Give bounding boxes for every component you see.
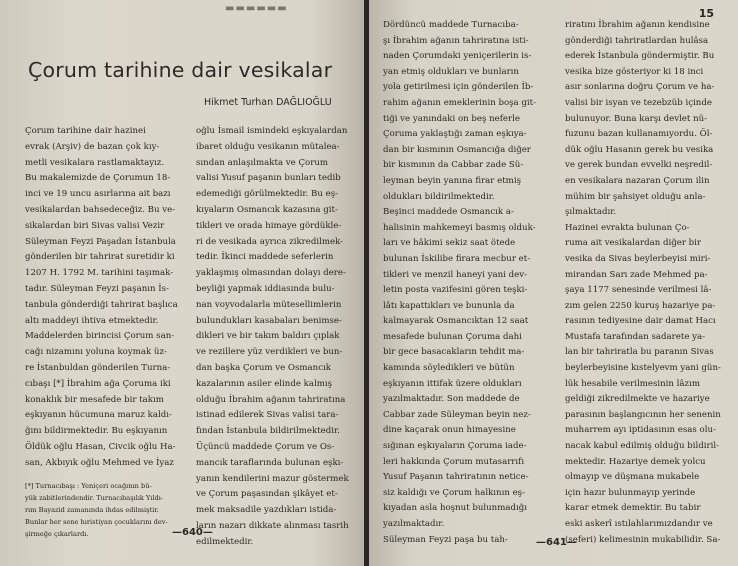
text-line: ruma ait vesikalardan diğer bir — [565, 238, 702, 249]
text-line: zım gelen 2250 kuruş hazariye pa- — [565, 300, 716, 311]
text-line: dan bir kısmının Osmancığa diğer — [383, 144, 531, 155]
text-line: naden Çorumdaki yeniçerilerin is- — [383, 51, 532, 62]
text-line: mesafede bulunan Çoruma dahi — [383, 331, 522, 342]
text-line: Çoruma yaklaştığı zaman eşkıya- — [383, 129, 527, 140]
text-line: valisi Yusuf paşanın bunları tedib — [196, 173, 341, 184]
text-line: riratını İbrahim ağanın kendisine — [565, 20, 710, 30]
text-line: tedir. İkinci maddede seferlerin — [196, 252, 334, 263]
text-line: yola getirilmesi için gönderilen İb- — [383, 82, 534, 93]
text-line: eşkıyanın hücumuna maruz kaldı- — [25, 410, 172, 421]
text-line: muharrem ayı iptidasının esas olu- — [565, 425, 716, 436]
text-line: (seferi) kelimesinin mukabilidir. Sa- — [565, 534, 721, 545]
text-line: ve Çorum paşasından şikâyet et- — [196, 489, 338, 500]
text-line: şı İbrahim ağanın tahriratına isti- — [383, 35, 529, 46]
text-line: oğlu İsmail ismindeki eşkıyalardan — [196, 126, 348, 136]
text-line: şaya 1177 senesinde verilmesi lâ- — [565, 285, 712, 296]
text-line: lâtı kapattıkları ve bununla da — [383, 300, 515, 311]
text-line: mek maksadile yazdıkları istida- — [196, 505, 337, 516]
text-line: inci ve 19 uncu asırlarına ait bazı — [25, 189, 171, 200]
left-page — [0, 0, 366, 566]
text-line: şılmaktadır. — [565, 207, 617, 218]
text-line: lük hesabile verilmesinin lâzım — [565, 378, 700, 389]
text-line: ların nazarı dikkate alınması tasrih — [196, 520, 349, 531]
right-page — [369, 0, 738, 566]
text-line: leri hakkında Çorum mutasarrıfı — [383, 456, 525, 467]
text-line: dük oğlu Hasanın gerek bu vesika — [565, 144, 714, 155]
text-line: fuzunu bazan kullanamıyordu. Öl- — [565, 129, 713, 140]
page-number: —641— — [536, 537, 577, 548]
text-line: tikleri ve orada himaye gördükle- — [196, 220, 342, 231]
text-line: rahim ağanın emeklerinin boşa git- — [383, 97, 537, 108]
text-line: kalmayarak Osmancıktan 12 saat — [383, 316, 529, 327]
text-line: Beşinci maddede Osmancık a- — [383, 207, 514, 218]
text-line: eşkıyanın ittifak üzere oldukları — [383, 378, 522, 389]
text-line: parasının başlangıcının her senenin — [565, 409, 721, 420]
text-line: Yusuf Paşanın tahriratının netice- — [383, 472, 529, 483]
text-line: evrak (Arşiv) de bazan çok kıy- — [25, 141, 160, 152]
text-line: asır sonlarına doğru Çorum ve ha- — [565, 82, 715, 93]
text-line: Üçüncü maddede Çorum ve Os- — [196, 441, 335, 452]
left-page-column-1 — [25, 124, 178, 472]
text-line: ğını bildirmektedir. Bu eşkıyanın — [25, 426, 168, 437]
text-line: bulunan İskilibe firara mecbur et- — [383, 253, 531, 264]
text-line: istinad edilerek Sivas valisi tara- — [196, 410, 339, 421]
text-line: letin posta vazifesini gören teşki- — [383, 285, 528, 296]
text-line: ri de vesikada ayrıca zikredilmek- — [196, 236, 344, 247]
text-line: konaklık bir mesafede bir takım — [25, 394, 164, 405]
left-page-column-2 — [196, 124, 349, 551]
text-line: vesika da Sivas beylerbeyisi miri- — [565, 253, 711, 264]
text-line: kıyaların Osmancık kazasına git- — [196, 204, 338, 215]
text-line: nan voyvodalarla mütesellimlerin — [196, 299, 342, 310]
text-line: geldiği zikredilmekte ve hazariye — [565, 394, 710, 405]
text-line: 1207 H. 1792 M. tarihini taşımak- — [25, 268, 174, 279]
text-line: ları ve hâkimi sekiz saat ötede — [383, 238, 516, 249]
text-line: yan etmiş oldukları ve bunların — [383, 66, 519, 77]
text-line: mancık taraflarında bulunan eşkı- — [196, 457, 344, 468]
text-line: metli vesikalara rastlamaktayız. — [25, 157, 165, 168]
text-line: fından İstanbula bildirilmektedir. — [196, 426, 340, 437]
text-line: nacak kabul edilmiş olduğu bildiril- — [565, 441, 719, 452]
text-line: bir kısmının da Cabbar zade Sü- — [383, 160, 524, 171]
text-line: tanbula gönderdiği tahrirat başlıca — [25, 299, 178, 310]
footnote-line: şirmeğe çıkarlardı. — [25, 530, 89, 538]
running-head-faded: ▬▬▬▬▬▬ — [225, 3, 288, 14]
text-line: edilmektedir. — [196, 536, 254, 547]
text-line: mirandan Sarı zade Mehmed pa- — [565, 269, 708, 280]
text-line: eski askerî ıstılahlarımızdandır ve — [565, 519, 713, 529]
text-line: Cabbar zade Süleyman beyin nez- — [383, 409, 531, 420]
text-line: gönderdiği tahriratlardan hulâsa — [565, 35, 709, 46]
text-line: Dördüncü maddede Turnacıba- — [383, 20, 519, 30]
text-line: halisinin mahkemeyi basmış olduk- — [383, 222, 536, 233]
text-line: beyliği yapmak iddiasında bulu- — [196, 283, 335, 294]
right-page-column-1 — [383, 18, 536, 548]
text-line: cağı nizamını yoluna koymak üz- — [25, 347, 167, 358]
text-line: kamında söyledikleri ve bütün — [383, 363, 515, 374]
text-line: Mustafa tarafından sadarete ya- — [565, 331, 706, 342]
text-line: olmayıp ve düşmana mukabele — [565, 472, 700, 483]
text-line: siz kaldığı ve Çorum halkının eş- — [383, 487, 525, 498]
text-line: ve gerek bundan evvelki neşredil- — [565, 160, 713, 171]
text-line: Çorum tarihine dair hazinei — [25, 126, 146, 136]
text-line: cıbaşı [*] İbrahim ağa Çoruma iki — [25, 378, 171, 389]
footnote-line: Bunlar her sene hıristiyan çocuklarını dev- — [25, 518, 168, 526]
page-number: —640— — [172, 527, 213, 538]
text-line: karar etmek demektir. Bu tabir — [565, 503, 701, 514]
text-line: altı maddeyi ihtiva etmektedir. — [25, 315, 159, 326]
text-line: en vesikalara nazaran Çorum ilin — [565, 175, 710, 186]
text-line: san, Akbıyık oğlu Mehmed ve İyaz — [25, 457, 174, 468]
text-line: sından anlaşılmakta ve Çorum — [196, 157, 329, 168]
text-line: tiği ve yanındaki on beş neferle — [383, 113, 520, 124]
article-title: Çorum tarihine dair vesikalar — [28, 58, 333, 82]
text-line: lan bir tahriratla bu paranın Sivas — [565, 347, 714, 358]
text-line: tikleri ve menzil haneyi yani dev- — [383, 269, 527, 280]
text-line: tadır. Süleyman Feyzi paşanın İs- — [25, 283, 169, 294]
text-line: dikleri ve bir takım baldırı çıplak — [196, 331, 340, 342]
text-line: beylerbeyisine kıstelyevm yani gün- — [565, 363, 721, 374]
text-line: Bu makalemizde de Çorumun 18- — [25, 173, 171, 184]
footnote-line: yük zabitlerindendir. Turnacıbaşılık Yıldı- — [25, 494, 164, 502]
text-line: gönderilen bir tahrirat suretidir ki — [25, 252, 175, 263]
text-line: yazılmaktadır. — [383, 519, 445, 529]
text-line: edemediği görülmektedir. Bu eş- — [196, 189, 339, 200]
text-line: mühim bir şahsiyet olduğu anla- — [565, 191, 706, 202]
text-line: rasının tediyesine dair damat Hacı — [565, 316, 716, 327]
text-line: oldukları bildirilmektedir. — [383, 191, 495, 202]
text-line: sığınan eşkıyaların Çoruma iade- — [383, 441, 527, 452]
text-line: leyman beyin yanına firar etmiş — [383, 175, 521, 186]
text-line: yanın kendilerini mazur göstermek — [196, 473, 349, 484]
text-line: ederek İstanbula göndermiştir. Bu — [565, 51, 715, 62]
text-line: olduğu İbrahim ağanın tahriratına — [196, 394, 346, 405]
text-line: Hazinei evrakta bulunan Ço- — [565, 222, 690, 233]
text-line: re İstanbuldan gönderilen Turna- — [25, 362, 171, 373]
footnote-line: [*] Turnacıbaşı : Yeniçeri ocağının bü- — [25, 482, 152, 490]
article-author: Hikmet Turhan DAĞLIOĞLU — [204, 97, 332, 108]
text-line: bulundukları kasabaları benimse- — [196, 315, 342, 326]
text-line: valisi bir isyan ve tezebzüb içinde — [565, 97, 712, 108]
footnote — [25, 480, 168, 540]
text-line: kazalarının asiler elinde kalmış — [196, 378, 333, 389]
text-line: sikalardan biri Sivas valisi Vezir — [25, 220, 165, 231]
text-line: mektedir. Hazariye demek yolcu — [565, 456, 706, 467]
text-line: yaklaşmış olmasından dolayı dere- — [196, 268, 346, 279]
text-line: kıyadan asla hoşnut bulunmadığı — [383, 503, 527, 514]
text-line: Maddelerden birincisi Çorum san- — [25, 331, 175, 342]
text-line: yazılmaktadır. Son maddede de — [383, 394, 520, 405]
text-line: bir gece basacakların tehdit ma- — [383, 347, 525, 358]
text-line: ve rezillere yüz verdikleri ve bun- — [196, 347, 343, 358]
right-page-column-2 — [565, 18, 721, 548]
text-line: dine kaçarak onun himayesine — [383, 425, 516, 436]
text-line: bulunuyor. Buna karşı devlet nü- — [565, 113, 708, 124]
text-line: vesika bize gösteriyor ki 18 inci — [565, 66, 704, 77]
text-line: dan başka Çorum ve Osmancık — [196, 362, 331, 373]
text-line: Öldük oğlu Hasan, Civcik oğlu Ha- — [25, 441, 176, 452]
footnote-line: rım Bayazid zamanında ihdas edilmiştir. — [25, 506, 159, 514]
top-page-number: 15 — [698, 7, 714, 20]
text-line: vesikalardan bahsedeceğiz. Bu ve- — [25, 204, 176, 215]
text-line: için hazır bulunmayıp yerinde — [565, 487, 696, 498]
text-line: Süleyman Feyzi paşa bu tah- — [383, 534, 508, 545]
text-line: ibaret olduğu vesikanın mütalea- — [196, 141, 340, 152]
text-line: Süleyman Feyzi Paşadan İstanbula — [25, 236, 176, 247]
